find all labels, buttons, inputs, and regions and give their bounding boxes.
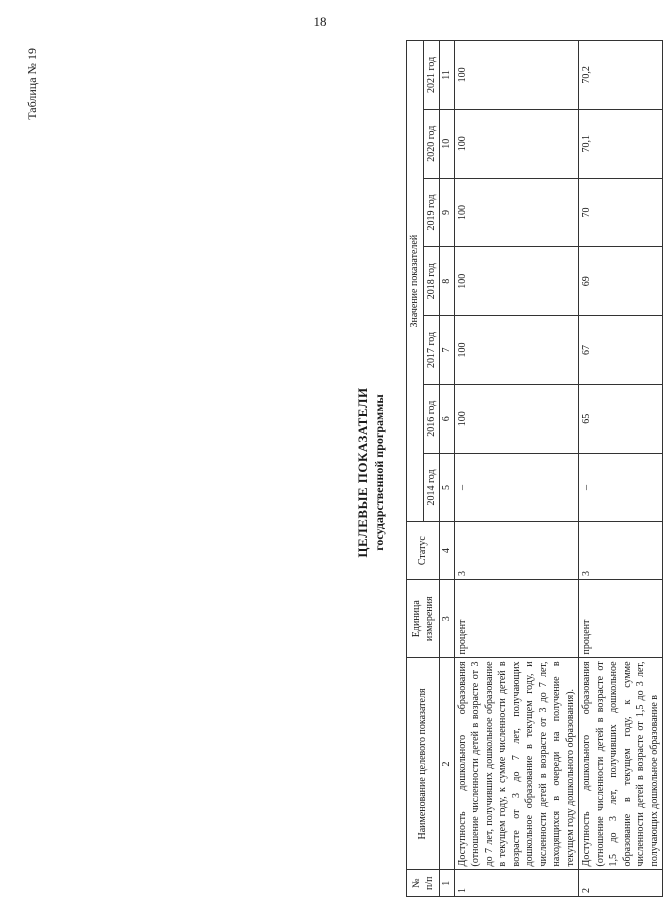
rotated-page [25, 40, 660, 905]
indicator-value: 69 [579, 247, 663, 316]
header-year: 2020 год [423, 109, 440, 178]
indicator-value: 100 [454, 41, 579, 110]
header-values-group: Значение показателей [407, 41, 424, 522]
row-index: 2 [579, 870, 663, 897]
page-number: 18 [313, 14, 327, 29]
document-title: ЦЕЛЕВЫЕ ПОКАЗАТЕЛИ [355, 387, 370, 558]
indicator-unit: процент [579, 580, 663, 658]
rotated-page-content [25, 40, 660, 905]
indicator-value: 100 [454, 316, 579, 385]
indicator-value: 67 [579, 316, 663, 385]
indicator-value: 65 [579, 384, 663, 453]
indicators-table [406, 40, 663, 897]
column-number: 10 [440, 109, 455, 178]
indicator-status: 3 [454, 522, 579, 580]
header-year: 2021 год [423, 41, 440, 110]
column-numbers-row [440, 41, 455, 897]
indicator-value: – [579, 453, 663, 522]
header-index: № п/п [407, 870, 440, 897]
table-row [454, 41, 579, 897]
document-subtitle: государственной программы [372, 394, 386, 551]
column-number: 3 [440, 580, 455, 658]
column-number: 1 [440, 870, 455, 897]
column-number: 8 [440, 247, 455, 316]
indicator-value: 70 [579, 178, 663, 247]
header-year: 2019 год [423, 178, 440, 247]
column-number: 11 [440, 41, 455, 110]
indicator-status: 3 [579, 522, 663, 580]
header-year: 2014 год [423, 453, 440, 522]
header-year: 2018 год [423, 247, 440, 316]
indicator-value: 100 [454, 247, 579, 316]
header-status: Статус [407, 522, 440, 580]
indicator-value: 70,1 [579, 109, 663, 178]
column-number: 4 [440, 522, 455, 580]
indicator-value: 100 [454, 178, 579, 247]
indicator-unit: процент [454, 580, 579, 658]
table-label: Таблица № 19 [25, 48, 39, 120]
column-number: 6 [440, 384, 455, 453]
header-year: 2016 год [423, 384, 440, 453]
header-year: 2017 год [423, 316, 440, 385]
indicator-name: Доступность дошкольного образования (отношение численности детей в возрасте от 1,5 до 3 лет, получивших дошкольное образование в текущем году, к сумме численности детей в возрасте от 1,5 до 3 лет, получающих дошкольное образование в [579, 658, 663, 870]
indicator-name: Доступность дошкольного образования (отношение численности детей в возрасте от 3 до 7 лет, получивших дошкольное образование в текущем году, к сумме численности детей в возрасте от 3 до 7 лет, получающих дошкольное образование в текущем году, и численности детей в возрасте от 3 до 7 лет, находящихся в очереди на получение в текущем году дошкольного образования). [454, 658, 579, 870]
header-name: Наименование целевого показателя [407, 658, 440, 870]
column-number: 7 [440, 316, 455, 385]
table-row [579, 41, 663, 897]
indicator-value: – [454, 453, 579, 522]
indicator-value: 100 [454, 109, 579, 178]
row-index: 1 [454, 870, 579, 897]
column-number: 2 [440, 658, 455, 870]
header-unit: Единица измерения [407, 580, 440, 658]
indicator-value: 70,2 [579, 41, 663, 110]
indicator-value: 100 [454, 384, 579, 453]
column-number: 5 [440, 453, 455, 522]
title-block [355, 40, 387, 905]
column-number: 9 [440, 178, 455, 247]
